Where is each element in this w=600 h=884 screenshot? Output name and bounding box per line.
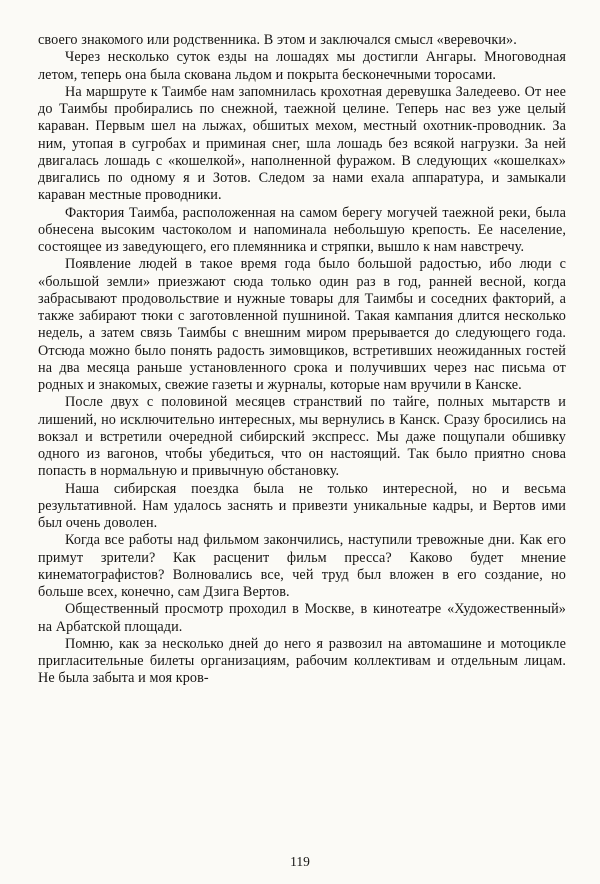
paragraph: Фактория Таимба, расположенная на самом берегу могучей таежной реки, была обнесена высоким частоколом и напоминала небольшую крепость. Ее население, состоящее из заведующего, его племянника и стряпки, вышло к нам навстречу. (38, 204, 566, 255)
paragraph: Наша сибирская поездка была не только интересной, но и весьма результативной. Нам удалось заснять и привезти уникальные кадры, и Вертов ими был очень доволен. (38, 480, 566, 531)
paragraph: Общественный просмотр проходил в Москве, в кинотеатре «Художественный» на Арбатской площади. (38, 601, 566, 635)
text-column (38, 32, 566, 688)
paragraph: Когда все работы над фильмом закончились, наступили тревожные дни. Как его примут зрители? Как расценит фильм пресса? Каково будет мнение кинематографистов? Волновались все, чей труд был вложен в его создание, но больше всех, конечно, сам Дзига Вертов. (38, 532, 566, 600)
paragraph: Помню, как за несколько дней до него я развозил на автомашине и мотоцикле пригласительные билеты организациям, рабочим коллективам и отдельным лицам. Не была забыта и моя кров- (38, 635, 566, 687)
paragraph: Через несколько суток езды на лошадях мы достигли Ангары. Многоводная летом, теперь она была скована льдом и покрыта бесконечными торосами. (38, 49, 566, 83)
paragraph: Появление людей в такое время года было большой радостью, ибо люди с «большой земли» приезжают сюда только один раз в год, ранней весной, когда забрасывают продовольствие и нужные товары для Таимбы и соседних факторий, а также забирают тюки с заготовленной пушниной. Такая кампания длится несколько недель, а затем связь Таимбы с внешним миром прерывается до следующего года. Отсюда можно было понять радость зимовщиков, встретивших неожиданных гостей на два месяца раньше установленного срока и получивших через нас письма от родных и знакомых, свежие газеты и журналы, которые нам вручили в Канске. (38, 256, 566, 393)
page-number: 119 (290, 854, 310, 869)
paragraph: На маршруте к Таимбе нам запомнилась крохотная деревушка Заледеево. От нее до Таимбы пробирались по снежной, таежной целине. Теперь нас вез уже целый караван. Первым шел на лыжах, обшитых мехом, местный охотник-проводник. За ним, утопая в сугробах и приминая снег, шла лошадь без всякой нагрузки. За ней двигалась лошадь с «кошелкой», наполненной фуражом. В следующих «кошелках» двигались по одному я и Зотов. Следом за нами ехала аппаратура, и замыкали караван местные проводники. (38, 83, 566, 204)
paragraph: После двух с половиной месяцев странствий по тайге, полных мытарств и лишений, но исключительно интересных, мы вернулись в Канск. Сразу бросились на вокзал и встретили очередной сибирский экспресс. Мы даже пощупали обшивку одного из вагонов, чтобы убедиться, что он настоящий. Так было приятно снова попасть в нормальную и привычную обстановку. (38, 394, 566, 480)
paragraph: своего знакомого или родственника. В этом и заключался смысл «веревочки». (38, 32, 517, 48)
